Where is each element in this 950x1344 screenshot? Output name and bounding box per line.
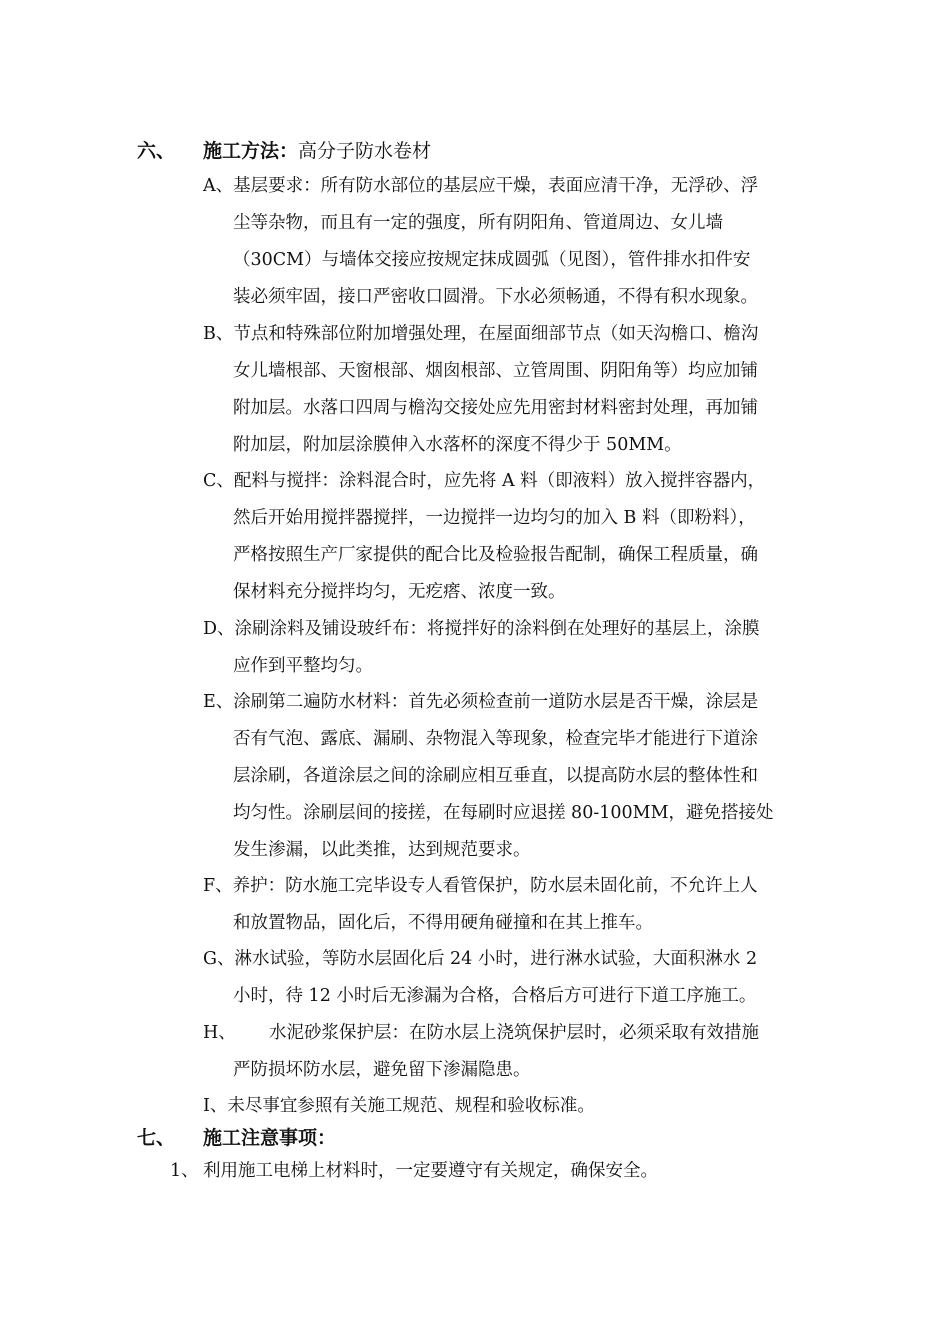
list-item-h bbox=[203, 1015, 823, 1089]
item-line: 小时，待 12 小时后无渗漏为合格，合格后方可进行下道工序施工。 bbox=[233, 986, 757, 1006]
item-label: F、 bbox=[203, 876, 233, 896]
item-line: 发生渗漏，以此类推，达到规范要求。 bbox=[233, 840, 531, 860]
item-line: 未尽事宜参照有关施工规范、规程和验收标准。 bbox=[227, 1096, 595, 1116]
item-line: 节点和特殊部位附加增强处理，在屋面细部节点（如天沟檐口、檐沟 bbox=[233, 324, 759, 344]
item-label: E、 bbox=[203, 692, 234, 712]
item-line: 基层要求：所有防水部位的基层应干燥，表面应清干净，无浮砂、浮 bbox=[233, 176, 759, 196]
list-item-a bbox=[203, 168, 823, 316]
section-6-subtitle: 高分子防水卷材 bbox=[298, 140, 432, 162]
list-item-note-1 bbox=[170, 1158, 658, 1184]
list-item-e bbox=[203, 684, 823, 869]
item-label: H、 bbox=[203, 1023, 236, 1043]
item-line: 水泥砂浆保护层：在防水层上浇筑保护层时，必须采取有效措施 bbox=[269, 1023, 759, 1043]
item-line: 附加层。水落口四周与檐沟交接处应先用密封材料密封处理，再加铺 bbox=[233, 398, 758, 418]
item-line: 养护：防水施工完毕设专人看管保护，防水层未固化前，不允许上人 bbox=[232, 876, 758, 896]
item-line: 附加层，附加层涂膜伸入水落杯的深度不得少于 50MM。 bbox=[233, 435, 682, 455]
item-label: 1、 bbox=[170, 1161, 199, 1181]
item-line: 严防损坏防水层，避免留下渗漏隐患。 bbox=[233, 1060, 531, 1080]
item-line: 均匀性。涂刷层间的接搓，在每刷时应退搓 80-100MM，避免搭接处 bbox=[233, 803, 774, 823]
section-7-title: 施工注意事项： bbox=[203, 1127, 337, 1149]
list-item-d bbox=[203, 611, 823, 685]
section-7-heading bbox=[137, 1125, 336, 1151]
item-label: B、 bbox=[203, 324, 234, 344]
item-line: 应作到平整均匀。 bbox=[233, 656, 373, 676]
list-item-i bbox=[203, 1088, 823, 1125]
item-line: 和放置物品，固化后，不得用硬角碰撞和在其上推车。 bbox=[233, 913, 653, 933]
item-label: C、 bbox=[203, 471, 234, 491]
item-line: 否有气泡、露底、漏刷、杂物混入等现象，检查完毕才能进行下道涂 bbox=[233, 729, 758, 749]
item-line: 配料与搅拌：涂料混合时，应先将 A 料（即液料）放入搅拌容器内， bbox=[233, 471, 766, 491]
item-line: 层涂刷，各道涂层之间的涂刷应相互垂直，以提高防水层的整体性和 bbox=[233, 766, 758, 786]
section-7-number: 七、 bbox=[137, 1127, 176, 1149]
item-line: 尘等杂物，而且有一定的强度，所有阴阳角、管道周边、女儿墙 bbox=[233, 213, 723, 233]
item-line: 然后开始用搅拌器搅拌，一边搅拌一边均匀的加入 B 料（即粉料）， bbox=[233, 508, 756, 528]
item-line: 女儿墙根部、天窗根部、烟囱根部、立管周围、阴阳角等）均应加铺 bbox=[233, 361, 758, 381]
list-item-b bbox=[203, 316, 823, 464]
section-6-title: 施工方法： bbox=[203, 140, 299, 162]
item-label: D、 bbox=[203, 619, 235, 639]
list-item-f bbox=[203, 868, 823, 942]
item-line: 保材料充分搅拌均匀，无疙瘩、浓度一致。 bbox=[233, 582, 566, 602]
section-6-heading bbox=[137, 138, 431, 164]
item-label: G、 bbox=[203, 949, 235, 969]
item-line: 涂刷第二遍防水材料：首先必须检查前一道防水层是否干燥，涂层是 bbox=[233, 692, 759, 712]
item-label: I、 bbox=[203, 1096, 228, 1116]
item-line: 利用施工电梯上材料时，一定要遵守有关规定，确保安全。 bbox=[203, 1161, 658, 1181]
item-line: （30CM）与墙体交接应按规定抹成圆弧（见图），管件排水扣件安 bbox=[233, 250, 751, 270]
list-item-g bbox=[203, 941, 823, 1015]
item-line: 装必须牢固，接口严密收口圆滑。下水必须畅通，不得有积水现象。 bbox=[233, 287, 758, 307]
section-6-number: 六、 bbox=[137, 140, 176, 162]
item-label: A、 bbox=[203, 176, 234, 196]
list-item-c bbox=[203, 463, 823, 611]
item-line: 淋水试验，等防水层固化后 24 小时，进行淋水试验，大面积淋水 2 bbox=[234, 949, 758, 969]
item-line: 严格按照生产厂家提供的配合比及检验报告配制，确保工程质量，确 bbox=[233, 545, 758, 565]
item-line: 涂刷涂料及铺设玻纤布：将搅拌好的涂料倒在处理好的基层上，涂膜 bbox=[234, 619, 760, 639]
